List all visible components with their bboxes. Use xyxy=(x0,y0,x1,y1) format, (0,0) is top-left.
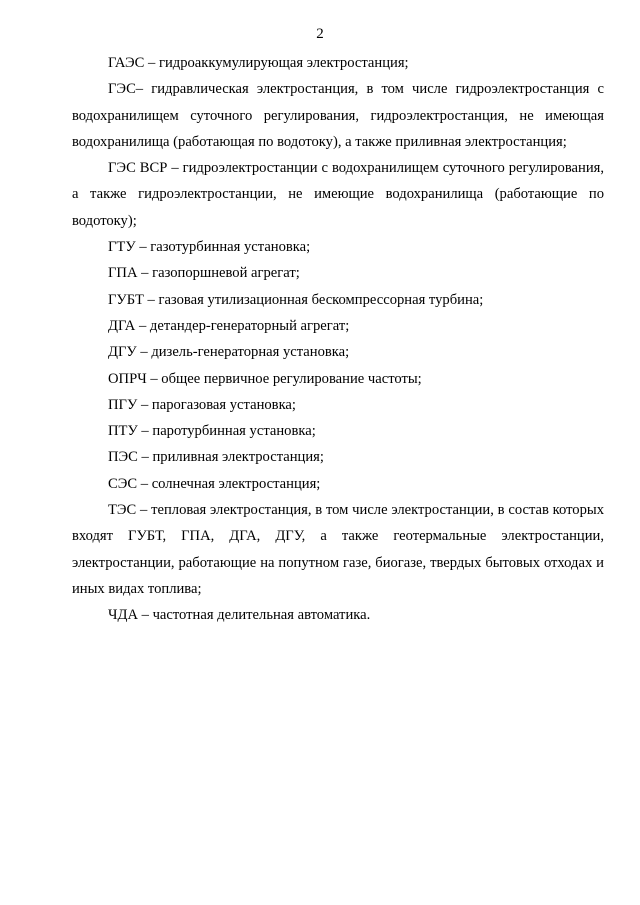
page-number: 2 xyxy=(316,26,324,42)
abbreviation-entry-gpa: ГПА – газопоршневой агрегат; xyxy=(108,265,300,282)
abbreviation-entry-gaes: ГАЭС – гидроаккумулирующая электростанция; xyxy=(108,55,409,71)
abbreviation-entry-gubt: ГУБТ – газовая утилизационная бескомпрессорная турбина; xyxy=(108,291,484,308)
abbreviation-entry-chda: ЧДА – частотная делительная автоматика. xyxy=(108,607,371,624)
abbreviation-entry-dga: ДГА – детандер-генераторный агрегат; xyxy=(108,317,350,334)
abbreviation-entry-ses: СЭС – солнечная электростанция; xyxy=(108,475,321,492)
abbreviation-entry-pgu: ПГУ – парогазовая установка; xyxy=(108,396,296,413)
abbreviation-list xyxy=(72,50,604,629)
abbreviation-entry-gtu: ГТУ – газотурбинная установка; xyxy=(108,239,311,256)
abbreviation-entry-dgu: ДГУ – дизель-генераторная установка; xyxy=(108,344,350,361)
abbreviation-entry-oprch: ОПРЧ – общее первичное регулирование частоты; xyxy=(108,370,422,387)
abbreviation-entry-ges: ГЭС– гидравлическая электростанция, в том числе гидроэлектростанция с водохранилищем суточного регулирования, гидроэлектростанция, не имеющая водохранилища (работающая по водотоку), а также приливная электростанция; xyxy=(72,81,604,150)
abbreviation-entry-ptu: ПТУ – паротурбинная установка; xyxy=(108,423,316,440)
abbreviation-entry-ges-vsr: ГЭС ВСР – гидроэлектростанции с водохранилищем суточного регулирования, а также гидроэлектростанции, не имеющие водохранилища (работающие по водотоку); xyxy=(72,160,604,229)
abbreviation-entry-pes: ПЭС – приливная электростанция; xyxy=(108,449,324,466)
abbreviation-entry-tes: ТЭС – тепловая электростанция, в том числе электростанции, в состав которых входят ГУБТ, ГПА, ДГА, ДГУ, а также геотермальные электростанции, электростанции, работающие на попутном газе, биогазе, твердых бытовых отходах и иных видах топлива; xyxy=(72,502,604,597)
